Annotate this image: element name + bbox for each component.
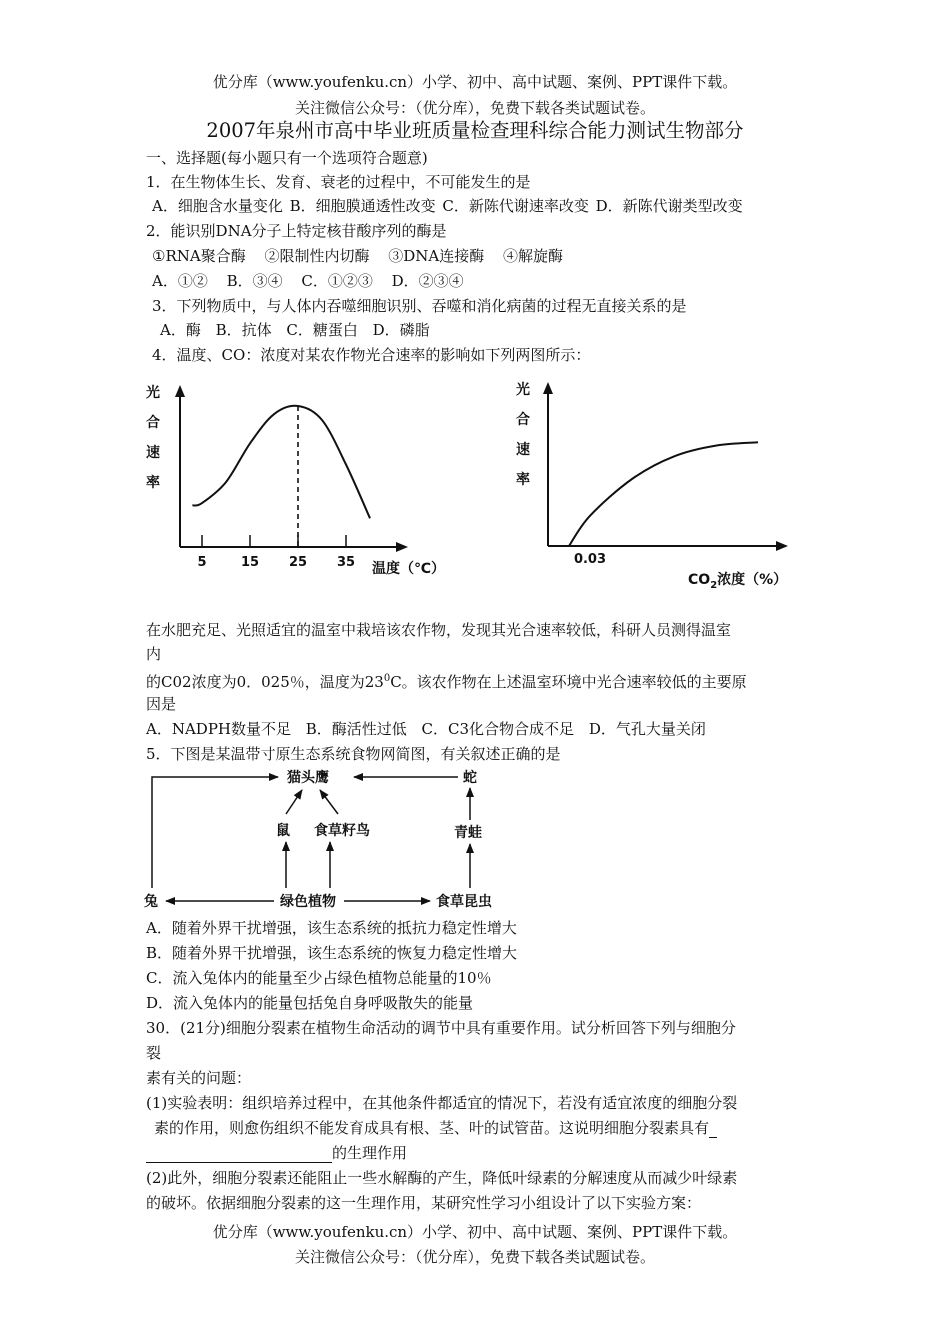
q30-line-2: 裂 xyxy=(146,1044,162,1062)
node-rabbit: 兔 xyxy=(144,894,158,910)
q30-line-4: (1)实验表明：组织培养过程中，在其他条件都适宜的情况下，若没有适宜浓度的细胞分裂 xyxy=(146,1094,738,1112)
section-heading: 一、选择题(每小题只有一个选项符合题意) xyxy=(146,149,428,167)
page-title: 2007年泉州市高中毕业班质量检查理科综合能力测试生物部分 xyxy=(206,119,744,142)
q4-stem: 4．温度、CO：浓度对某农作物光合速率的影响如下列两图所示： xyxy=(152,346,591,364)
q4-text-2d: 因是 xyxy=(146,695,177,713)
q5-option-a: A．随着外界干扰增强，该生态系统的抵抗力稳定性增大 xyxy=(146,919,517,937)
chart1-ylabel-char-3: 速 xyxy=(146,445,160,461)
chart1-y-arrow xyxy=(175,385,185,397)
chart2-ylabel-char-1: 光 xyxy=(516,382,530,398)
answer-blank-start[interactable] xyxy=(709,1121,717,1138)
chart2-y-arrow xyxy=(543,382,553,394)
q30-line-6: 的生理作用 xyxy=(146,1143,407,1163)
node-bird: 食草籽鸟 xyxy=(314,823,370,839)
q2-items: ①RNA聚合酶 ②限制性内切酶 ③DNA连接酶 ④解旋酶 xyxy=(152,247,563,265)
header-line-2: 关注微信公众号：（优分库），免费下载各类试题试卷。 xyxy=(294,99,655,117)
q30-line-8: 的破坏。依据细胞分裂素的这一生理作用，某研究性学习小组设计了以下实验方案： xyxy=(146,1194,702,1212)
chart2-ylabel-char-2: 合 xyxy=(516,412,530,428)
chart2-ylabel-char-4: 率 xyxy=(516,472,530,488)
q2-options: A．①② B．③④ C．①②③ D．②③④ xyxy=(152,272,464,290)
node-plant: 绿色植物 xyxy=(280,894,336,910)
q3-options: A．酶 B．抗体 C．糖蛋白 D．磷脂 xyxy=(160,321,430,339)
q5-stem: 5．下图是某温带寸原生态系统食物网简图，有关叙述正确的是 xyxy=(146,745,561,763)
answer-blank[interactable] xyxy=(146,1146,332,1163)
chart1-tick-label-35: 35 xyxy=(336,555,356,570)
footer-line-2: 关注微信公众号：（优分库），免费下载各类试题试卷。 xyxy=(294,1248,655,1266)
chart1-ylabel-char-1: 光 xyxy=(146,385,160,401)
chart1-ylabel-char-2: 合 xyxy=(146,415,160,431)
chart2-xlabel: $CO_2$浓度（%） xyxy=(688,572,788,591)
food-web-diagram xyxy=(140,764,520,912)
chart-temperature xyxy=(140,375,470,585)
chart1-ylabel-char-4: 率 xyxy=(146,475,160,491)
q5-option-c: C．流入兔体内的能量至少占绿色植物总能量的10％ xyxy=(146,969,492,987)
q30-line-3: 素有关的问题： xyxy=(146,1069,252,1087)
q2-stem: 2．能识别DNA分子上特定核苷酸序列的酶是 xyxy=(146,222,447,240)
q4-text-2: 的C02浓度为0．025％，温度为$23^0C$。该农作物在上述温室环境中光合速率较低的主要原 xyxy=(146,673,747,691)
chart1-x-arrow xyxy=(396,542,408,552)
q5-option-b: B．随着外界干扰增强，该生态系统的恢复力稳定性增大 xyxy=(146,944,518,962)
chart1-tick-label-25: 25 xyxy=(288,555,308,570)
q30-line-7: (2)此外，细胞分裂素还能阻止一些水解酶的产生，降低叶绿素的分解速度从而减少叶绿素 xyxy=(146,1169,738,1187)
node-insect: 食草昆虫 xyxy=(436,894,492,910)
header-line-1: 优分库（www.youfenku.cn）小学、初中、高中试题、案例、PPT课件下载。 xyxy=(212,73,738,91)
node-mouse: 鼠 xyxy=(276,823,290,839)
q30-line-5: 素的作用，则愈伤组织不能发育成具有根、茎、叶的试管苗。这说明细胞分裂素具有 xyxy=(154,1118,717,1138)
footer-line-1: 优分库（www.youfenku.cn）小学、初中、高中试题、案例、PPT课件下载。 xyxy=(212,1223,738,1241)
arrow-bird-owl xyxy=(320,790,338,814)
chart1-xlabel: 温度（℃） xyxy=(372,561,445,577)
chart1-tick-label-5: 5 xyxy=(197,555,207,570)
chart2-ylabel-char-3: 速 xyxy=(516,442,530,458)
q5-option-d: D．流入兔体内的能量包括兔自身呼吸散失的能量 xyxy=(146,994,474,1012)
arrow-mouse-owl xyxy=(286,790,302,814)
chart2-curve xyxy=(569,442,758,546)
q4-text-1a: 在水肥充足、光照适宜的温室中栽培该农作物，发现其光合速率较低，科研人员测得温室 xyxy=(146,621,732,639)
q1-options: A．细胞含水量变化 B．细胞膜通透性改变 C．新陈代谢速率改变 D．新陈代谢类型改变 xyxy=(152,197,743,215)
q3-stem: 3．下列物质中，与人体内吞噬细胞识别、吞噬和消化病菌的过程无直接关系的是 xyxy=(152,297,687,315)
q4-text-1b: 内 xyxy=(146,645,162,663)
q30-line-1: 30．(21分)细胞分裂素在植物生命活动的调节中具有重要作用。试分析回答下列与细胞分 xyxy=(146,1019,736,1037)
node-snake: 蛇 xyxy=(463,770,477,786)
arrow-rabbit-owl xyxy=(152,777,278,888)
node-owl: 猫头鹰 xyxy=(287,770,329,786)
chart1-curve xyxy=(192,406,370,518)
node-frog: 青蛙 xyxy=(454,825,482,841)
q1-stem: 1．在生物体生长、发育、衰老的过程中，不可能发生的是 xyxy=(146,173,531,191)
chart2-x-arrow xyxy=(776,541,788,551)
chart-co2 xyxy=(510,372,810,597)
chart2-tick-label-0.03: 0.03 xyxy=(573,552,607,567)
q4-options: A．NADPH数量不足 B．酶活性过低 C．C3化合物合成不足 D．气孔大量关闭 xyxy=(146,720,706,738)
chart1-tick-label-15: 15 xyxy=(240,555,260,570)
